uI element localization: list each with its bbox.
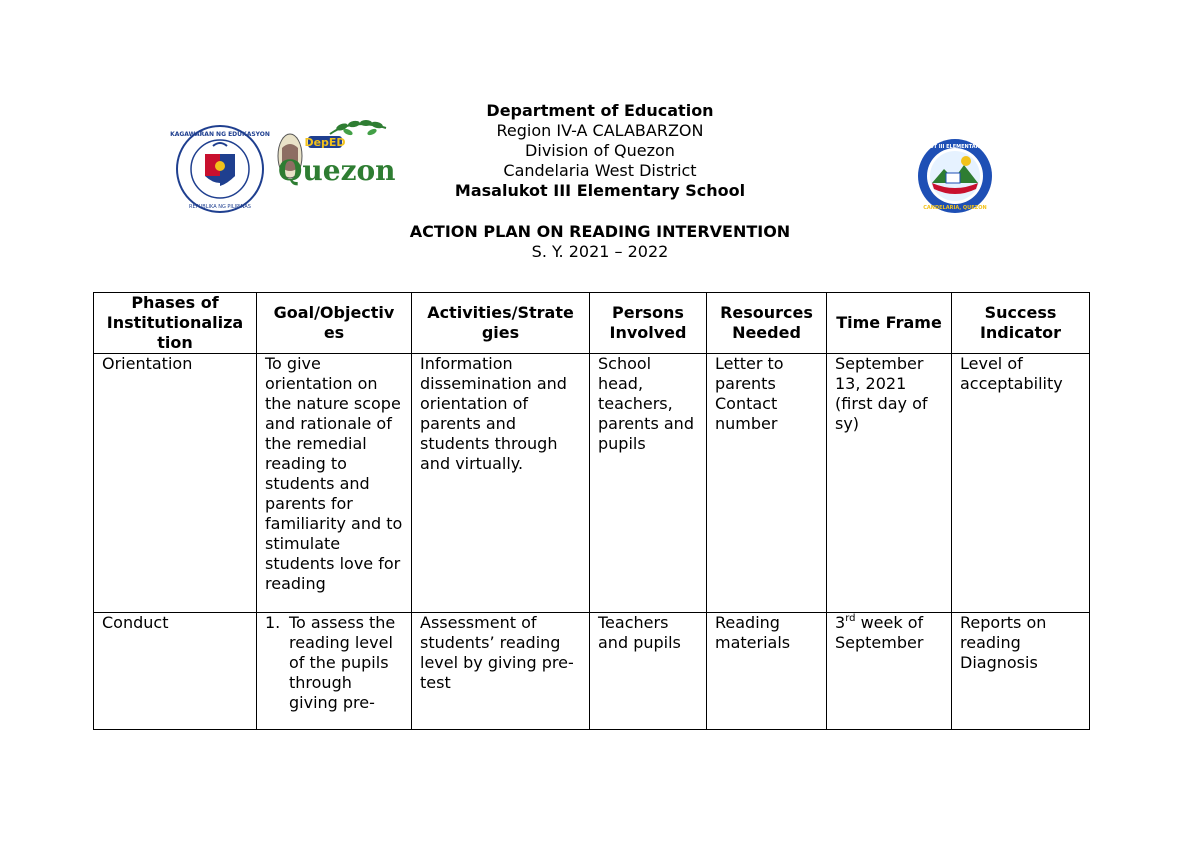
- department-name: Department of Education: [486, 101, 714, 120]
- header-time-frame: Time Frame: [827, 293, 952, 354]
- cell-persons: School head, teachers, parents and pupils: [590, 354, 707, 613]
- cell-phase: Orientation: [94, 354, 257, 613]
- time-rest: week of September: [835, 613, 924, 652]
- goal-number: 1.: [265, 613, 281, 632]
- table-header-row: [94, 293, 1090, 354]
- table-row: [94, 613, 1090, 730]
- header-phases: Phases of Institutionaliza tion: [94, 293, 257, 354]
- cell-activities: Information dissemination and orientation of parents and students through and virtually.: [412, 354, 590, 613]
- school-seal-bottom-text: CANDELARIA, QUEZON: [923, 205, 987, 211]
- quezon-wordmark: Quezon: [278, 154, 396, 187]
- cell-persons: Teachers and pupils: [590, 613, 707, 730]
- letterhead: [0, 101, 1200, 262]
- header-success-indicator: Success Indicator: [952, 293, 1090, 354]
- header-activities: Activities/Strate gies: [412, 293, 590, 354]
- goal-text: To assess the reading level of the pupils through giving pre-: [289, 613, 396, 712]
- cell-goal: [257, 613, 412, 730]
- cell-success-indicator: Level of acceptability: [952, 354, 1090, 613]
- cell-phase: Conduct: [94, 613, 257, 730]
- cell-resources: Reading materials: [707, 613, 827, 730]
- school-seal-ring-text: MASALUKOT III ELEMENTARY SCHOOL: [902, 144, 1008, 150]
- document-title: ACTION PLAN ON READING INTERVENTION: [409, 222, 791, 241]
- header-resources: Resources Needed: [707, 293, 827, 354]
- deped-seal-bottom-text: REPUBLIKA NG PILIPINAS: [189, 204, 251, 210]
- cell-success-indicator: Reports on reading Diagnosis: [952, 613, 1090, 730]
- division-name: Division of Quezon: [525, 141, 675, 160]
- deped-badge-text: DepED: [304, 136, 346, 149]
- time-ordinal: 3: [835, 613, 846, 632]
- header-goal: Goal/Objectiv es: [257, 293, 412, 354]
- time-ordinal-suffix: rd: [845, 613, 856, 624]
- district-name: Candelaria West District: [503, 161, 697, 180]
- header-persons: Persons Involved: [590, 293, 707, 354]
- cell-activities: Assessment of students’ reading level by giving pre-test: [412, 613, 590, 730]
- cell-time-frame: September 13, 2021 (first day of sy): [827, 354, 952, 613]
- school-year: S. Y. 2021 – 2022: [531, 242, 669, 261]
- table-row: [94, 354, 1090, 613]
- numbered-goal-item: [265, 613, 403, 713]
- cell-goal: To give orientation on the nature scope and rationale of the remedial reading to students and parents for familiarity and to stimulate students love for reading: [257, 354, 412, 613]
- deped-seal-ring-text: KAGAWARAN NG EDUKASYON: [170, 131, 270, 138]
- school-name: Masalukot III Elementary School: [454, 181, 746, 200]
- region-name: Region IV-A CALABARZON: [496, 121, 704, 140]
- cell-time-frame: [827, 613, 952, 730]
- cell-resources: Letter to parents Contact number: [707, 354, 827, 613]
- action-plan-table: [93, 292, 1090, 730]
